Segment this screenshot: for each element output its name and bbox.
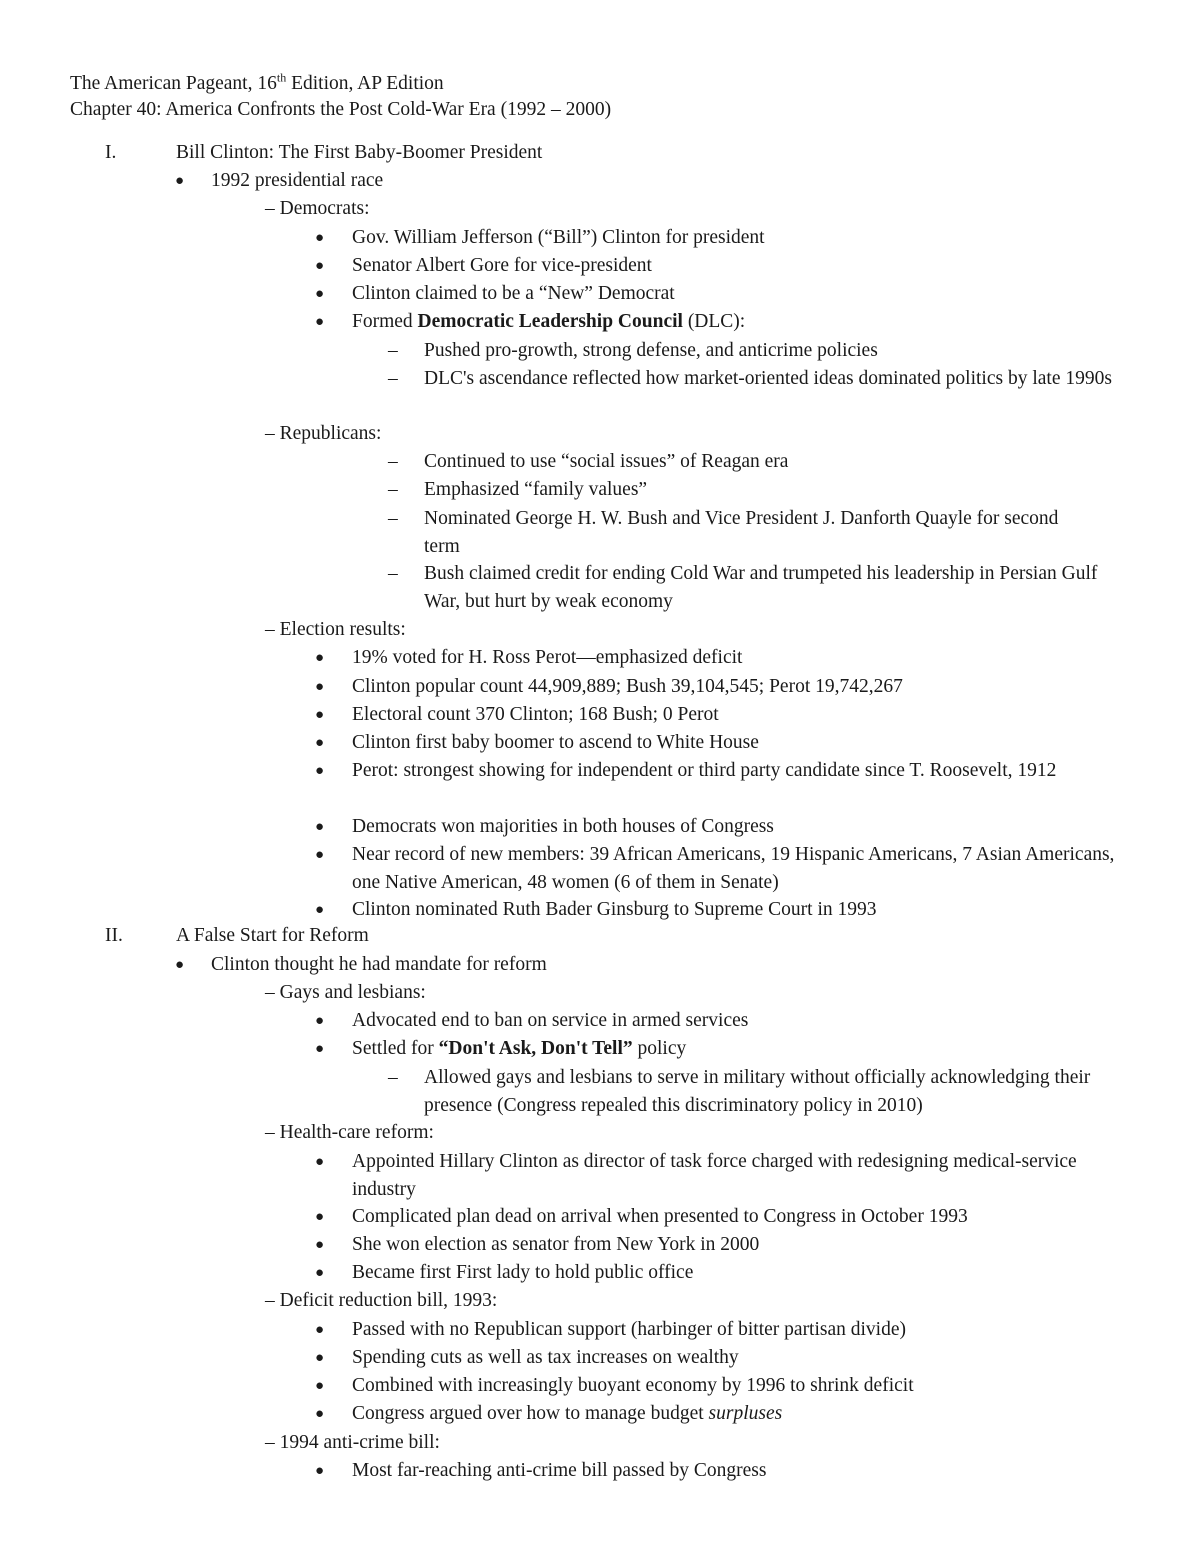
bullet-icon: ●: [315, 902, 325, 918]
bullet-icon: ●: [315, 1406, 325, 1422]
section-title: A False Start for Reform: [176, 925, 369, 946]
book-title: The American Pageant, 16th Edition, AP Edition: [70, 70, 444, 94]
dash-marker: –: [388, 563, 398, 584]
bullet-icon: ●: [315, 707, 325, 723]
section-number: I.: [105, 142, 117, 163]
bullet-icon: ●: [315, 763, 325, 779]
bullet-icon: ●: [315, 1154, 325, 1170]
subheading: – Election results:: [265, 619, 406, 640]
bullet-icon: ●: [315, 314, 325, 330]
bullet-icon: ●: [315, 1013, 325, 1029]
dash-marker: –: [388, 508, 398, 529]
section-title: Bill Clinton: The First Baby-Boomer President: [176, 142, 543, 163]
dash-marker: –: [388, 368, 398, 389]
key-term: Democratic Leadership Council: [417, 311, 683, 332]
subheading: – Republicans:: [265, 423, 382, 444]
subheading: – 1994 anti-crime bill:: [265, 1432, 440, 1453]
bullet-icon: ●: [315, 1237, 325, 1253]
bullet-icon: ●: [315, 735, 325, 751]
subheading: – Health-care reform:: [265, 1122, 434, 1143]
bullet-icon: ●: [175, 957, 185, 973]
subheading: – Gays and lesbians:: [265, 982, 426, 1003]
bullet-icon: ●: [315, 1463, 325, 1479]
bullet-icon: ●: [315, 230, 325, 246]
bullet-icon: ●: [315, 258, 325, 274]
section-number: II.: [105, 925, 123, 946]
dash-marker: –: [388, 479, 398, 500]
emphasis-text: surpluses: [708, 1403, 783, 1424]
subheading: – Democrats:: [265, 198, 370, 219]
chapter-title: Chapter 40: America Confronts the Post Cold-War Era (1992 – 2000): [70, 99, 612, 120]
bullet-icon: ●: [315, 1378, 325, 1394]
document-page: The American Pageant, 16th Edition, AP Edition Chapter 40: America Confronts the Post Cold-War Era (1992 – 2000) I. Bill Clinton: The First Baby-Boomer President ● 1992 presidential race – Democrats: ● Gov. William Jefferson (“Bill”) Clinton for president ● Senator Albert Gore for vice-president ● Clinton claimed to be a “New” Democrat ● Formed Democratic Leadership Council (DLC): – Pushed pro-growth, strong defense, and anticrime policies – DLC's ascendance reflected how market-oriented ideas dominated politics by late 1990s – Republicans: – Continued to use “social issues” of Reagan era – Emphasized “family values” – Nominated George H. W. Bush and Vice President J. Danforth Quayle for second term – Bush claimed credit for ending Cold War and trumpeted his leadership in Persian Gulf War, but hurt by weak economy – Election results: ● 19% voted for H. Ross Perot—emphasized deficit ● Clinton popular count 44,909,889; Bush 39,104,545; Perot 19,742,267 ● Electoral count 370 Clinton; 168 Bush; 0 Perot ● Clinton first baby boomer to ascend to White House ● Perot: strongest showing for independent or third party candidate since T. Roosevelt, 1912 ● Democrats won majorities in both houses of Congress ● Near record of new members: 39 African Americans, 19 Hispanic Americans, 7 Asian Americans, one Native American, 48 women (6 of them in Senate) ● Clinton nominated Ruth Bader Ginsburg to Supreme Court in 1993 II. A False Start for Reform ● Clinton thought he had mandate for reform – Gays and lesbians: ● Advocated end to ban on service in armed services ● Settled for “Don't Ask, Don't Tell” policy – Allowed gays and lesbians to serve in military without officially acknowledging their presence (Congress repealed this discriminatory policy in 2010) – Health-care reform: ● Appointed Hillary Clinton as director of task force charged with redesigning medical-service industry ● Complicated plan dead on arrival when presented to Congress in October 1993 ● She won election as senator from New York in 2000 ● Became first First lady to hold public office – Deficit reduction bill, 1993: ● Passed with no Republican support (harbinger of bitter partisan divide) ● Spending cuts as well as tax increases on wealthy ● Combined with increasingly buoyant economy by 1996 to shrink deficit ● Congress argued over how to manage budget surpluses – 1994 anti-crime bill: ● Most far-reaching anti-crime bill passed by Congress: [0, 0, 1200, 1553]
dash-marker: –: [388, 340, 398, 361]
bullet-icon: ●: [315, 1041, 325, 1057]
bullet-icon: ●: [315, 1350, 325, 1366]
dash-marker: –: [388, 451, 398, 472]
dash-marker: –: [388, 1067, 398, 1088]
bullet-icon: ●: [315, 1265, 325, 1281]
bullet-icon: ●: [315, 1322, 325, 1338]
bullet-icon: ●: [175, 173, 185, 189]
bullet-icon: ●: [315, 847, 325, 863]
bullet-icon: ●: [315, 819, 325, 835]
bullet-icon: ●: [315, 650, 325, 666]
bullet-icon: ●: [315, 1209, 325, 1225]
bullet-icon: ●: [315, 286, 325, 302]
subheading: – Deficit reduction bill, 1993:: [265, 1290, 498, 1311]
key-term: “Don't Ask, Don't Tell”: [438, 1038, 633, 1059]
bullet-icon: ●: [315, 679, 325, 695]
